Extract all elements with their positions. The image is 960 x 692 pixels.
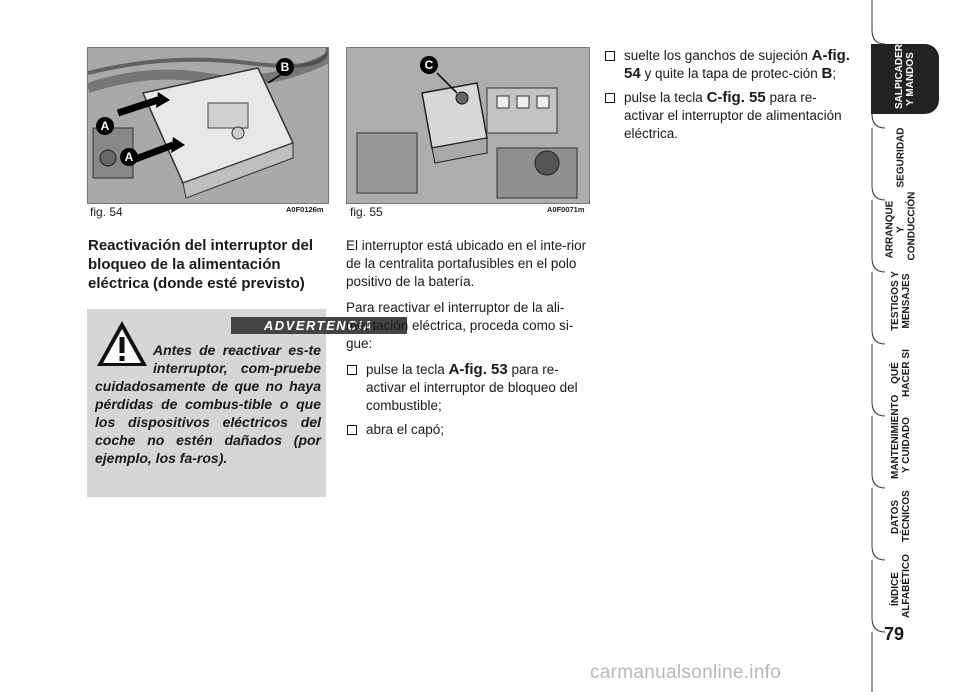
paragraph-procedure: Para reactivar el interruptor de la ali-mentación eléctrica, proceda como si-gue: [346,300,574,351]
warning-title: ADVERTENCIA [231,317,407,334]
list-item: abra el capó; [346,421,588,439]
tab-arranque-y-conduccion[interactable]: ARRANQUE Y CONDUCCIÓN [884,191,918,260]
figure-55-image [346,47,590,204]
paragraph-location: El interruptor está ubicado en el inte-rior de la centralita portafusibles en el polo positivo de la batería. [346,238,587,289]
list-item: suelte los ganchos de sujeción A-fig. 54 y quite la tapa de protec-ción B; [604,47,852,83]
right-column [604,47,852,149]
checkbox-bullet-icon [347,425,357,435]
checkbox-bullet-icon [605,51,615,61]
middle-column [346,237,588,445]
figure-54-label-b: B [276,58,294,76]
figure-55-caption: fig. 55 [350,205,383,219]
page-number: 79 [884,624,905,644]
checkbox-bullet-icon [347,365,357,375]
tab-salpicadero-y-mandos[interactable]: SALPICADERO Y MANDOS [871,44,939,114]
tab-que-hacer-si[interactable]: QUÉ HACER SI [890,349,912,397]
tab-testigos-y-mensajes[interactable]: TESTIGOS Y MENSAJES [890,271,912,331]
tab-mantenimiento-y-cuidado[interactable]: MANTENIMIENTO Y CUIDADO [890,394,912,479]
checkbox-bullet-icon [605,93,615,103]
figure-55-label-c: C [420,56,438,74]
list-item: pulse la tecla C-fig. 55 para re-activar el interruptor de alimentación eléctrica. [604,89,852,143]
figure-55-code: A0F0071m [547,205,585,214]
tab-indice-alfabetico[interactable]: ÍNDICE ALFABÉTICO [890,554,912,618]
watermark-text: carmanualsonline.info [590,662,782,683]
section-heading: Reactivación del interruptor del bloqueo de la alimentación eléctrica (donde esté previsto) [88,237,314,292]
figure-54-code-label: A [96,117,114,135]
tab-seguridad[interactable]: SEGURIDAD [895,126,907,188]
list-item: pulse la tecla A-fig. 53 para re-activar el interruptor de bloqueo del combustible; [346,361,588,415]
warning-text: Antes de reactivar es-te interruptor, com-pruebe cuidadosamente de que no haya pérdidas de combus-tible o que los dispositivos eléctricos del coche no estén dañados (por ejemplo, los fa-ros). [95,342,321,466]
chapter-sidebar [871,0,960,692]
figure-54-caption: fig. 54 [90,205,123,219]
warning-box [87,309,375,497]
figure-54-label-a2: A [120,148,138,166]
tab-datos-tecnicos[interactable]: DATOS TÉCNICOS [890,490,912,542]
figure-54-code: A0F0126m [286,205,324,214]
